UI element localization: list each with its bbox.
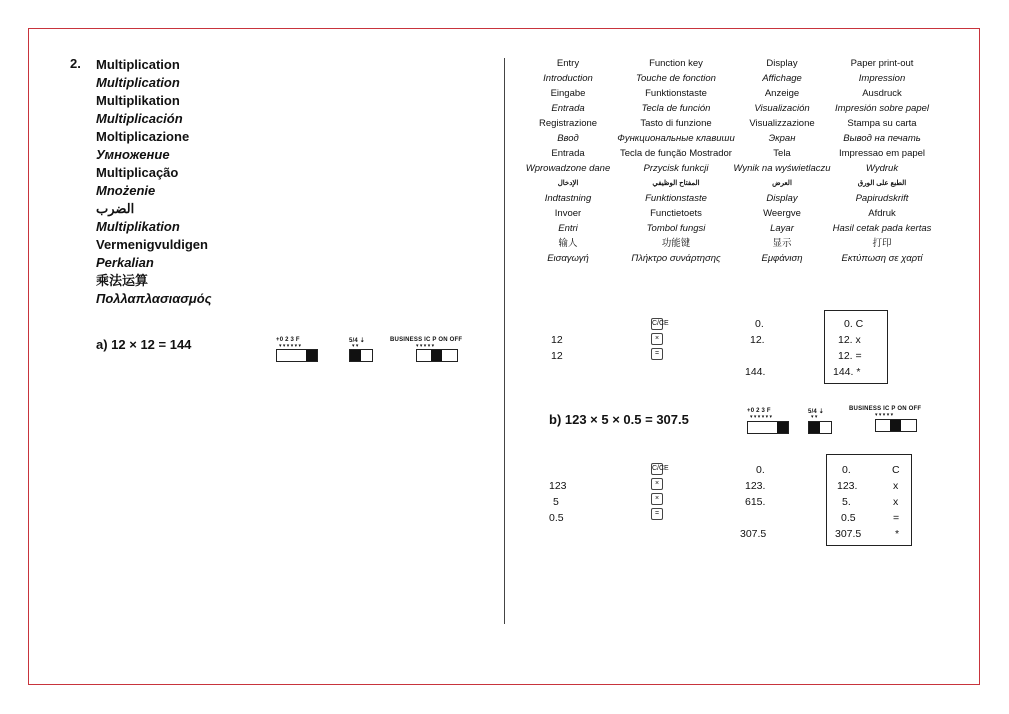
language-cell: Functietoets: [650, 208, 702, 219]
paper-value: 307.5: [835, 528, 862, 540]
language-cell: Przycisk funkcji: [643, 163, 709, 174]
language-cell: Entrada: [551, 103, 585, 114]
language-cell: Invoer: [554, 208, 582, 219]
language-cell: Экран: [768, 133, 796, 144]
language-cell: Touche de fonction: [636, 73, 716, 84]
language-cell: Wydruk: [865, 163, 899, 174]
decimal-switch-label: +0 2 3 F: [747, 408, 771, 414]
rounding-switch-label: 5/4 ⇣: [349, 338, 366, 344]
paper-line: 12. x: [838, 334, 861, 346]
language-cell: Ввод: [557, 133, 579, 144]
language-row: [522, 131, 942, 146]
language-cell: Εκτύπωση σε χαρτί: [841, 253, 923, 264]
paper-symbol: x: [893, 480, 899, 492]
entry-cell: 5: [553, 496, 559, 508]
language-cell: Entrada: [551, 148, 585, 159]
language-cell: العرض: [772, 180, 792, 187]
language-cell: Hasil cetak pada kertas: [832, 223, 932, 234]
language-cell: Εμφάνιση: [761, 253, 803, 264]
language-cell: Registrazione: [538, 118, 598, 129]
equals-key-icon: =: [651, 508, 663, 520]
language-cell: Funktionstaste: [645, 193, 707, 204]
section-titles: [96, 56, 212, 308]
language-cell: Display: [766, 58, 798, 69]
decimal-switch-label: +0 2 3 F: [276, 337, 300, 343]
paper-value: 123.: [837, 480, 858, 492]
paper-symbol: x: [893, 496, 899, 508]
clear-key-icon: C/CE: [651, 318, 663, 330]
language-cell: Πλήκτρο συνάρτησης: [631, 253, 721, 264]
entry-cell: 0.5: [549, 512, 564, 524]
language-cell: 输人: [558, 238, 578, 249]
display-cell: 615.: [745, 496, 766, 508]
language-cell: 打印: [872, 238, 892, 249]
section-title: Умножение: [96, 147, 170, 162]
rounding-switch-knob: [350, 350, 361, 361]
paper-value: 0.5: [841, 512, 856, 524]
language-cell: Tecla de função Mostrador: [620, 148, 732, 159]
language-row: [522, 161, 942, 176]
section-number: 2.: [70, 56, 81, 71]
language-row: [522, 71, 942, 86]
language-cell: الطبع على الورق: [857, 180, 907, 187]
language-cell: Ausdruck: [862, 88, 902, 99]
mode-switch-b: BUSINESS IC P ON OFF ▾ ▾ ▾ ▾ ▾: [849, 406, 929, 436]
display-cell: 123.: [745, 480, 766, 492]
language-row: [522, 221, 942, 236]
language-cell: Indtastning: [544, 193, 592, 204]
multiply-key-icon: ×: [651, 333, 663, 345]
language-cell: Wprowadzone dane: [525, 163, 611, 174]
language-cell: Introduction: [543, 73, 593, 84]
section-title: Multiplication: [96, 57, 180, 72]
language-cell: Εισαγωγή: [547, 253, 589, 264]
language-row: [522, 56, 942, 71]
language-row: [522, 101, 942, 116]
language-cell: Tela: [773, 148, 791, 159]
multiply-key-icon: ×: [651, 478, 663, 490]
language-cell: Funktionstaste: [645, 88, 707, 99]
language-cell: Affichage: [762, 73, 802, 84]
entry-cell: 123: [549, 480, 567, 492]
rounding-switch-label: 5/4 ⇣: [808, 409, 825, 415]
language-cell: Afdruk: [868, 208, 896, 219]
mode-switch-knob: [431, 350, 442, 361]
decimal-switch-knob: [306, 350, 317, 361]
language-cell: Entry: [556, 58, 580, 69]
language-cell: Tasto di funzione: [640, 118, 712, 129]
language-row: [522, 116, 942, 131]
display-cell: 0.: [755, 318, 764, 330]
paper-line: 144. *: [833, 366, 861, 378]
section-title: 乘法运算: [96, 273, 149, 288]
language-cell: Anzeige: [764, 88, 800, 99]
section-title: Multiplication: [96, 75, 180, 90]
mode-switch-a: BUSINESS IC P ON OFF ▾ ▾ ▾ ▾ ▾: [390, 337, 470, 367]
language-cell: Impressao em papel: [838, 148, 926, 159]
language-row: [522, 176, 942, 191]
entry-cell: 12: [551, 350, 563, 362]
section-title: الضرب: [96, 201, 135, 216]
decimal-switch-a: [276, 337, 322, 367]
mode-switch-knob: [890, 420, 901, 431]
decimal-switch-knob: [777, 422, 788, 433]
mode-switch-label: BUSINESS IC P ON OFF: [849, 406, 922, 412]
language-row: [522, 206, 942, 221]
equals-key-icon: =: [651, 348, 663, 360]
paper-value: 0.: [842, 464, 851, 476]
language-row: [522, 251, 942, 266]
section-title: Moltiplicazione: [96, 129, 190, 144]
language-cell: Impression: [858, 73, 906, 84]
language-cell: 显示: [772, 238, 792, 249]
section-title: Multiplikation: [96, 219, 180, 234]
paper-symbol: =: [893, 512, 900, 524]
language-cell: Tombol fungsi: [646, 223, 706, 234]
language-cell: Papirudskrift: [855, 193, 909, 204]
example-b-equation: b) 123 × 5 × 0.5 = 307.5: [549, 412, 689, 427]
language-cell: Weergve: [763, 208, 801, 219]
entry-cell: 12: [551, 334, 563, 346]
language-cell: Layar: [770, 223, 794, 234]
language-cell: Function key: [649, 58, 703, 69]
mode-switch-label: BUSINESS IC P ON OFF: [390, 337, 463, 343]
paper-symbol: C: [892, 464, 900, 476]
language-cell: الإدخال: [557, 180, 579, 187]
language-cell: Функциональные клавиши: [617, 133, 735, 144]
language-table: [522, 56, 942, 266]
language-cell: Wynik na wyświetlaczu: [733, 163, 831, 174]
paper-symbol: *: [895, 528, 900, 540]
language-cell: المفتاح الوظيفي: [652, 180, 700, 187]
section-title: Perkalian: [96, 255, 154, 270]
section-title: Πολλαπλασιασμός: [96, 291, 212, 306]
language-cell: Eingabe: [550, 88, 586, 99]
decimal-switch-ticks: ▾ ▾ ▾ ▾ ▾ ▾: [279, 343, 302, 349]
display-cell: 0.: [756, 464, 765, 476]
display-cell: 12.: [750, 334, 765, 346]
column-divider: [504, 58, 505, 624]
language-cell: Impresión sobre papel: [835, 103, 929, 114]
language-cell: Вывод на печать: [843, 133, 921, 144]
section-title: Multiplicación: [96, 111, 183, 126]
multiply-key-icon: ×: [651, 493, 663, 505]
section-title: Multiplicação: [96, 165, 179, 180]
paper-value: 5.: [842, 496, 851, 508]
language-cell: Visualizzazione: [749, 118, 815, 129]
language-row: [522, 86, 942, 101]
language-cell: Display: [766, 193, 798, 204]
display-cell: 307.5: [740, 528, 767, 540]
language-cell: Visualización: [754, 103, 810, 114]
decimal-switch-b: +0 2 3 F ▾ ▾ ▾ ▾ ▾ ▾: [747, 408, 793, 438]
paper-line: 12. =: [838, 350, 862, 362]
language-row: [522, 146, 942, 161]
section-title: Mnożenie: [96, 183, 156, 198]
language-cell: Entri: [558, 223, 578, 234]
section-title: Multiplikation: [96, 93, 180, 108]
rounding-switch-knob: [809, 422, 820, 433]
language-cell: Paper print-out: [850, 58, 914, 69]
language-cell: Tecla de función: [641, 103, 711, 114]
language-row: [522, 191, 942, 206]
section-title: Vermenigvuldigen: [96, 237, 208, 252]
language-row: [522, 236, 942, 251]
rounding-switch-a: 5/4 ⇣ ▾ ▾: [349, 337, 379, 367]
language-cell: Stampa su carta: [847, 118, 917, 129]
example-a-equation: a) 12 × 12 = 144: [96, 337, 192, 352]
rounding-switch-b: 5/4 ⇣ ▾ ▾: [808, 408, 838, 438]
display-cell: 144.: [745, 366, 766, 378]
paper-line: 0. C: [844, 318, 864, 330]
language-cell: 功能键: [661, 238, 691, 249]
clear-key-icon: C/CE: [651, 463, 663, 475]
